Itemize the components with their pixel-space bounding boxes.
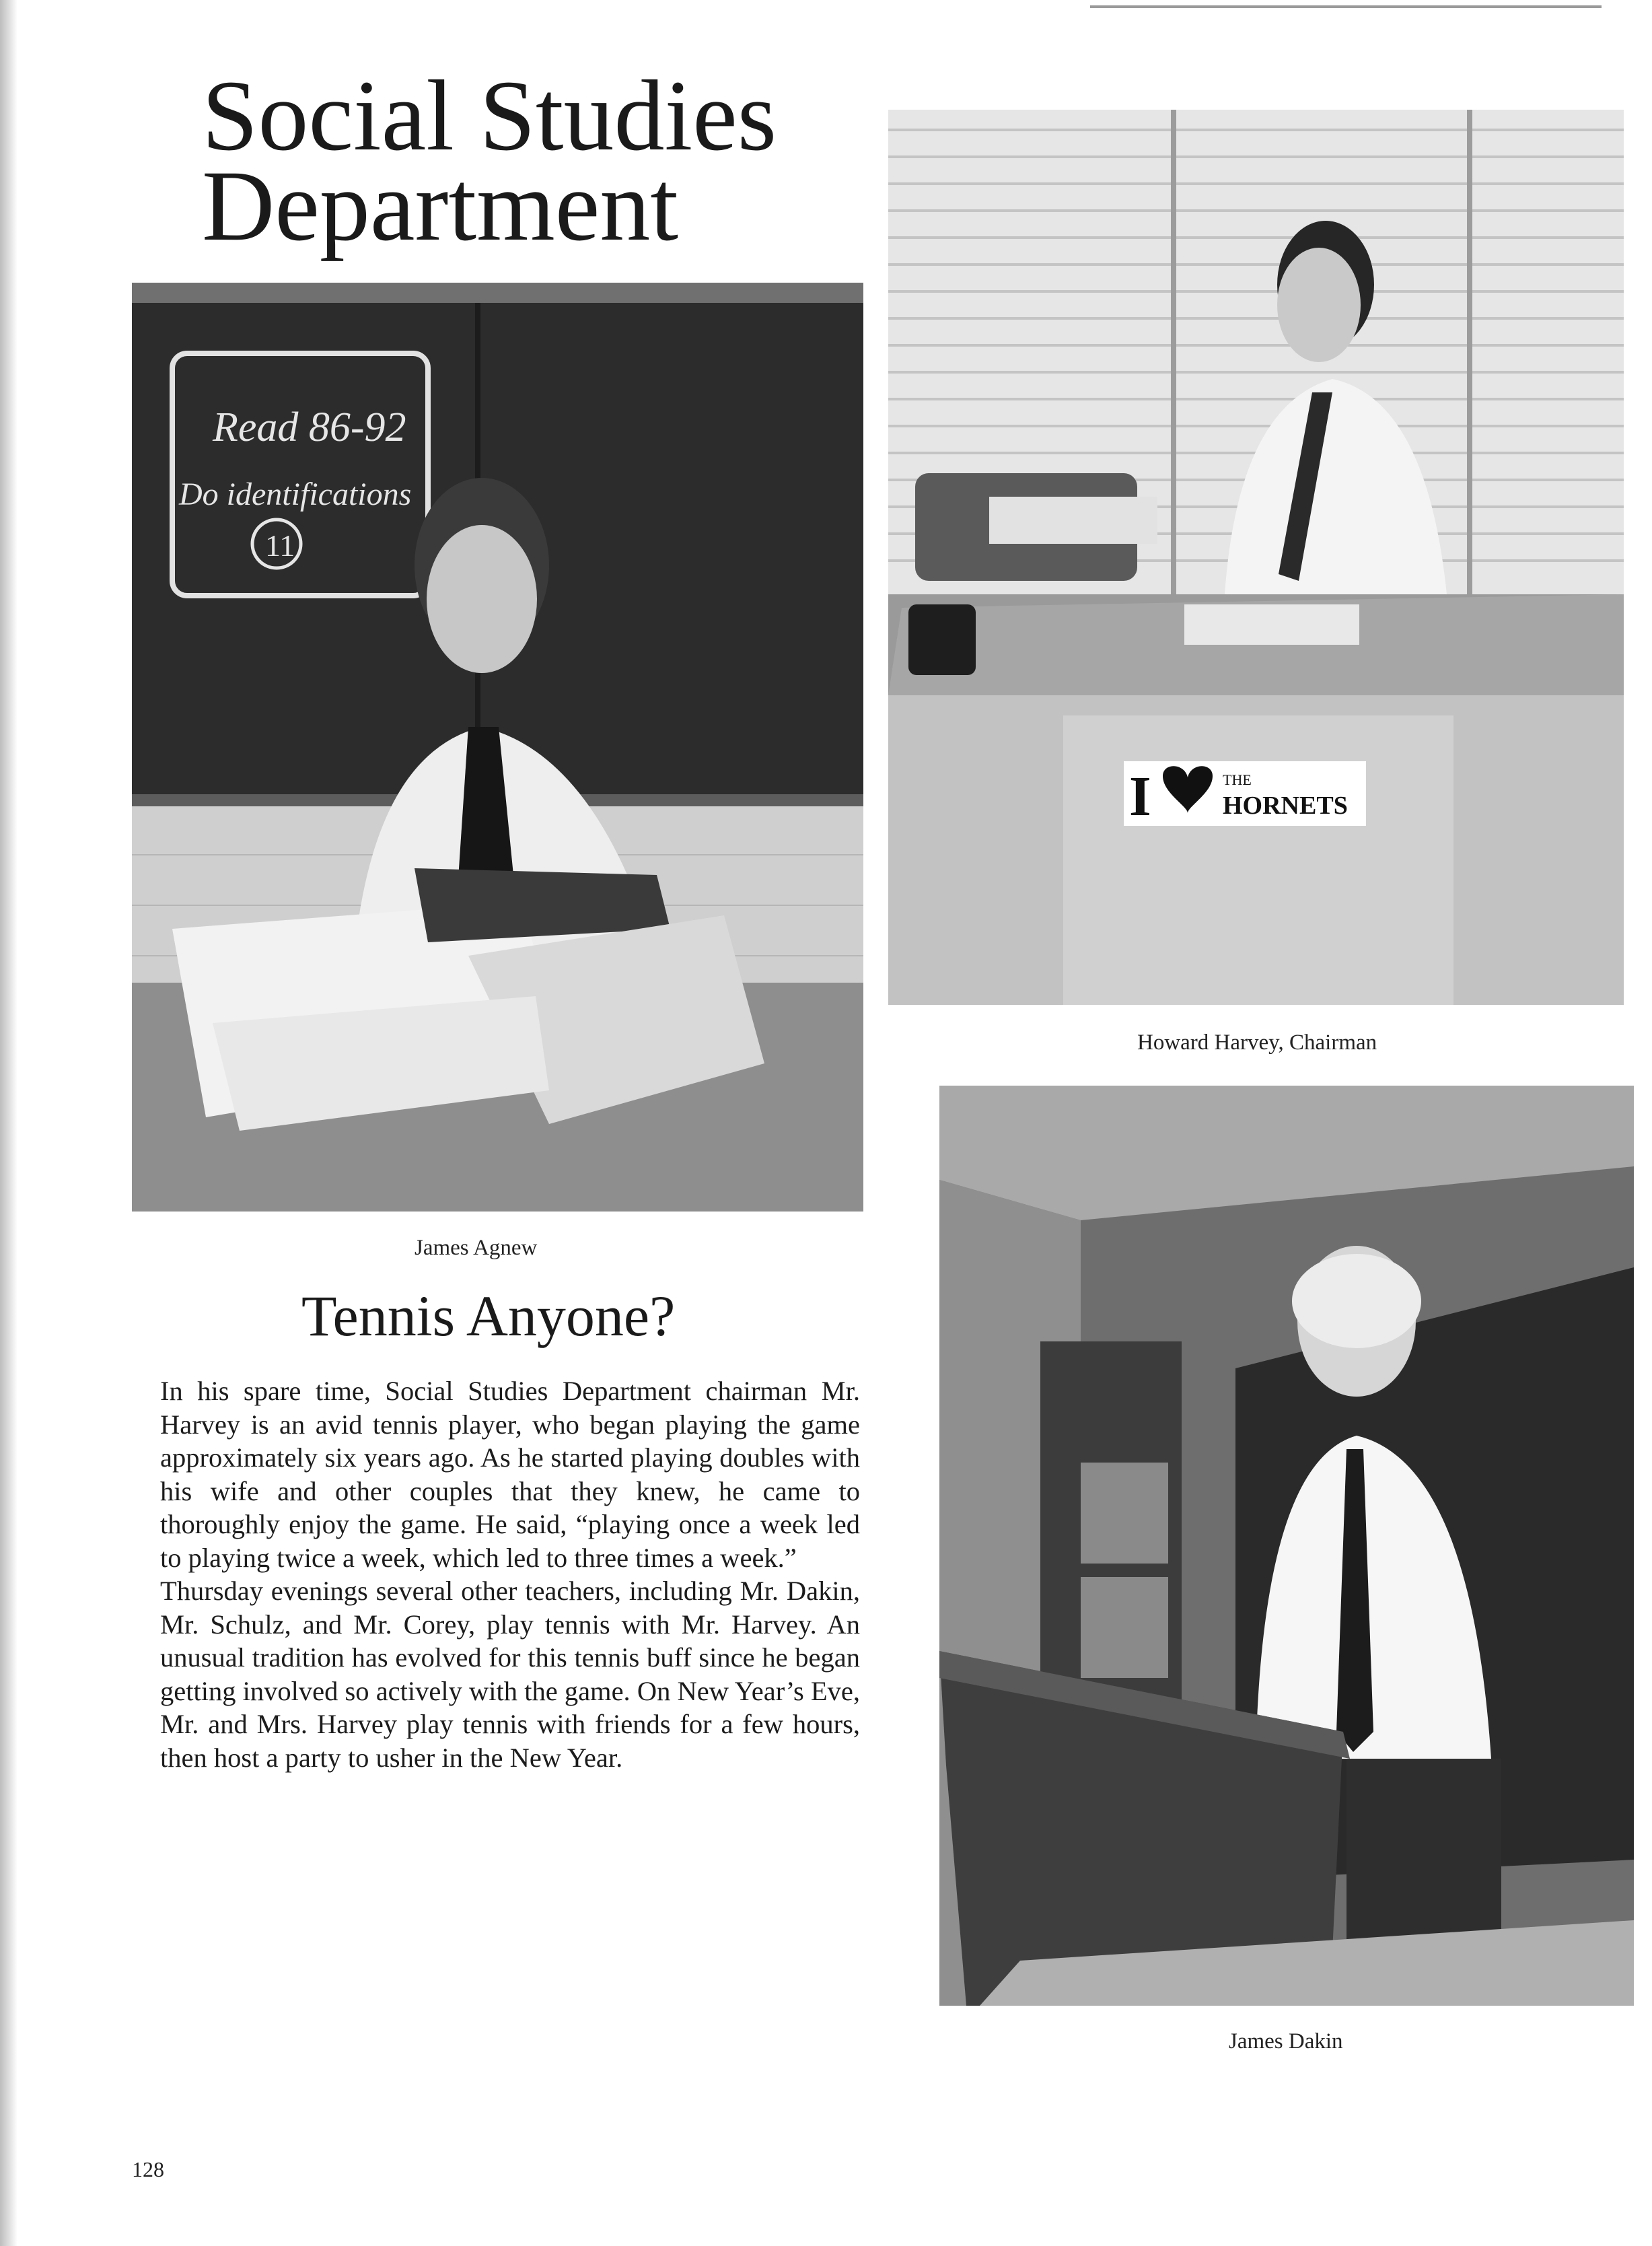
chalk-text-read: Read 86-92 [213, 405, 406, 450]
photo-caption-dakin: James Dakin [1229, 2029, 1343, 2054]
article-body [160, 1374, 860, 1774]
page-title-line-1: Social Studies [202, 60, 777, 172]
top-rule [1090, 5, 1602, 8]
page-binding-edge [0, 0, 17, 2246]
photo-james-agnew [132, 283, 863, 1212]
page-number: 128 [132, 2157, 164, 2181]
sign-text-hornets: HORNETS [1223, 792, 1348, 820]
chalk-text-identifications: Do identifications [179, 477, 412, 512]
page-title-line-2: Department [202, 150, 679, 262]
photo-james-dakin [939, 1086, 1634, 2006]
article-headline: Tennis Anyone? [301, 1284, 676, 1348]
photo-howard-harvey [888, 110, 1624, 1005]
page-title [202, 60, 875, 262]
chalk-text-eleven: 11 [265, 528, 295, 563]
article-paragraph-1: In his spare time, Social Studies Department chairman Mr. Harvey is an avid tennis player, who began playing the game approximately six years ago. As he started playing doubles with his wife and other couples that they knew, he came to thoroughly enjoy the game. He said, “playing once a week led to playing twice a week, which led to three times a week.” [160, 1376, 860, 1573]
photo-caption-harvey: Howard Harvey, Chairman [1137, 1030, 1377, 1055]
sign-text-the: THE [1223, 771, 1252, 788]
photo-caption-agnew: James Agnew [415, 1236, 538, 1260]
article-paragraph-2: Thursday evenings several other teachers, including Mr. Dakin, Mr. Schulz, and Mr. Corey, play tennis with Mr. Harvey. An unusual tradition has evolved for this tennis buff since he began getting involved so actively with the game. On New Year’s Eve, Mr. and Mrs. Harvey play tennis with friends for a few hours, then host a party to usher in the New Year. [160, 1576, 860, 1773]
sign-text-i: I [1129, 765, 1151, 828]
